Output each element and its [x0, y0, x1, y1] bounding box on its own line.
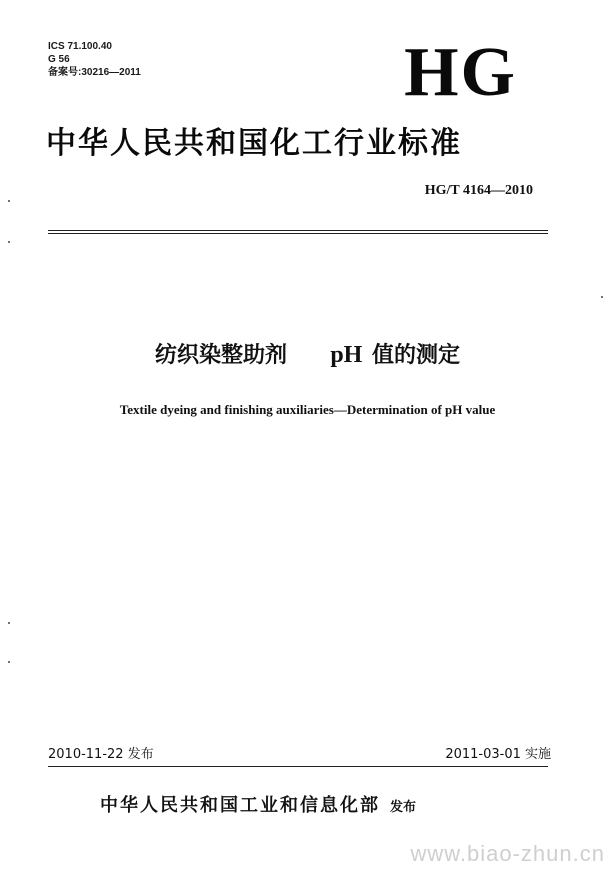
publisher-name: 中华人民共和国工业和信息化部 — [100, 795, 380, 816]
record-number: 备案号:30216—2011 — [48, 67, 141, 78]
title-zh-tail: 值的测定 — [372, 343, 461, 368]
site-watermark: www.biao-zhun.cn — [410, 841, 605, 866]
title-zh-main: 纺织染整助剂 — [154, 343, 287, 368]
header-divider — [48, 230, 548, 231]
implementation-date: 2011-03-01 实施 — [445, 747, 551, 762]
footer-divider — [48, 766, 548, 767]
scan-speck — [8, 622, 10, 624]
standard-number: HG/T 4164—2010 — [424, 183, 533, 198]
publisher — [100, 794, 416, 820]
publisher-suffix: 发布 — [390, 800, 417, 815]
document-title-en: Textile dyeing and finishing auxiliaries—Determination of pH value — [119, 402, 496, 417]
issue-date: 2010-11-22 发布 — [48, 747, 154, 762]
standard-category-title: 中华人民共和国化工行业标准 — [46, 126, 462, 161]
ics-code: ICS 71.100.40 — [48, 41, 112, 52]
title-zh-ph: pH — [330, 342, 363, 368]
header-divider-secondary — [48, 233, 548, 234]
hg-logo: HG — [404, 34, 517, 111]
document-title-zh — [0, 340, 615, 371]
classification-code: G 56 — [48, 54, 70, 65]
scan-speck — [8, 200, 10, 202]
scan-speck — [8, 661, 10, 663]
scan-speck — [601, 296, 603, 298]
scan-speck — [8, 241, 10, 243]
metadata-block — [48, 40, 141, 79]
